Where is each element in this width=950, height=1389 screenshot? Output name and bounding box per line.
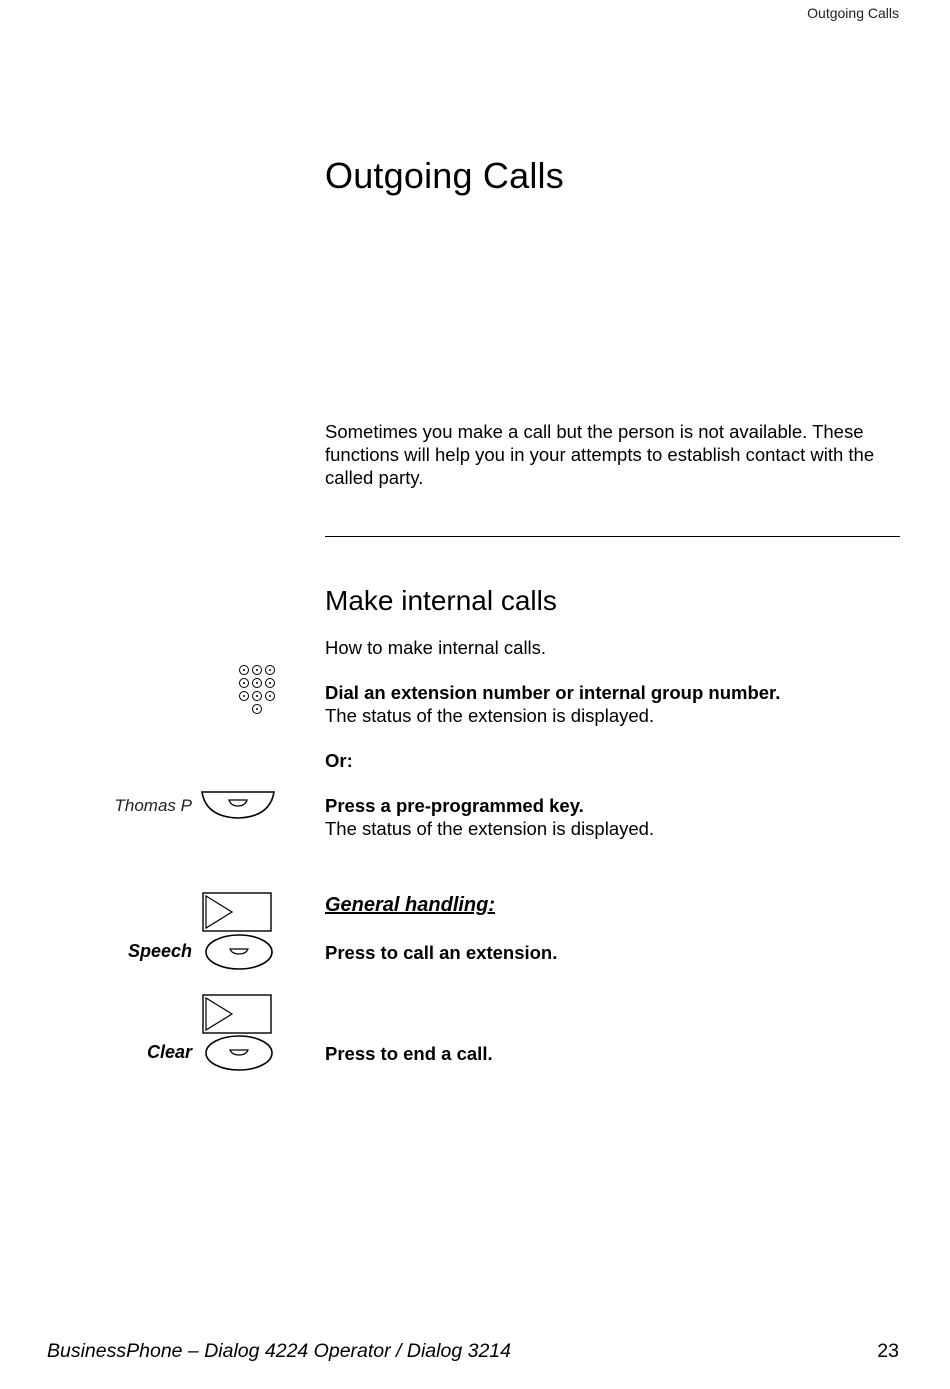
step1-block bbox=[325, 681, 780, 727]
display-arrow-icon bbox=[202, 892, 272, 932]
running-header: Outgoing Calls bbox=[807, 5, 899, 21]
speech-key-icon[interactable] bbox=[203, 933, 275, 971]
step1-status: The status of the extension is displayed. bbox=[325, 705, 655, 726]
programmed-key-label: Thomas P bbox=[114, 796, 192, 815]
speech-label: Speech bbox=[127, 941, 192, 961]
section-title: Make internal calls bbox=[325, 585, 557, 616]
page-number: 23 bbox=[877, 1340, 899, 1362]
programmed-key-icon[interactable] bbox=[200, 789, 276, 821]
section-subtitle: How to make internal calls. bbox=[325, 637, 547, 658]
step2-instruction: Press a pre-programmed key. bbox=[325, 795, 584, 816]
intro-paragraph: Sometimes you make a call but the person is not available. These functions will help you in your attempts to establish contact with the called party. bbox=[325, 421, 875, 488]
footer-product: BusinessPhone – Dialog 4224 Operator / Dialog 3214 bbox=[47, 1340, 511, 1362]
step1-instruction: Dial an extension number or internal group number. bbox=[325, 682, 781, 703]
clear-instruction: Press to end a call. bbox=[325, 1043, 493, 1064]
clear-label: Clear bbox=[146, 1042, 192, 1062]
step2-status: The status of the extension is displayed. bbox=[325, 818, 655, 839]
or-label: Or: bbox=[325, 750, 353, 771]
display-arrow-icon bbox=[202, 994, 272, 1034]
page-title: Outgoing Calls bbox=[325, 155, 564, 196]
clear-key-icon[interactable] bbox=[203, 1034, 275, 1072]
speech-instruction: Press to call an extension. bbox=[325, 942, 558, 963]
step2-block bbox=[325, 794, 654, 840]
keypad-icon bbox=[238, 664, 278, 718]
section-divider bbox=[325, 536, 900, 537]
general-handling-heading: General handling: bbox=[325, 894, 496, 916]
